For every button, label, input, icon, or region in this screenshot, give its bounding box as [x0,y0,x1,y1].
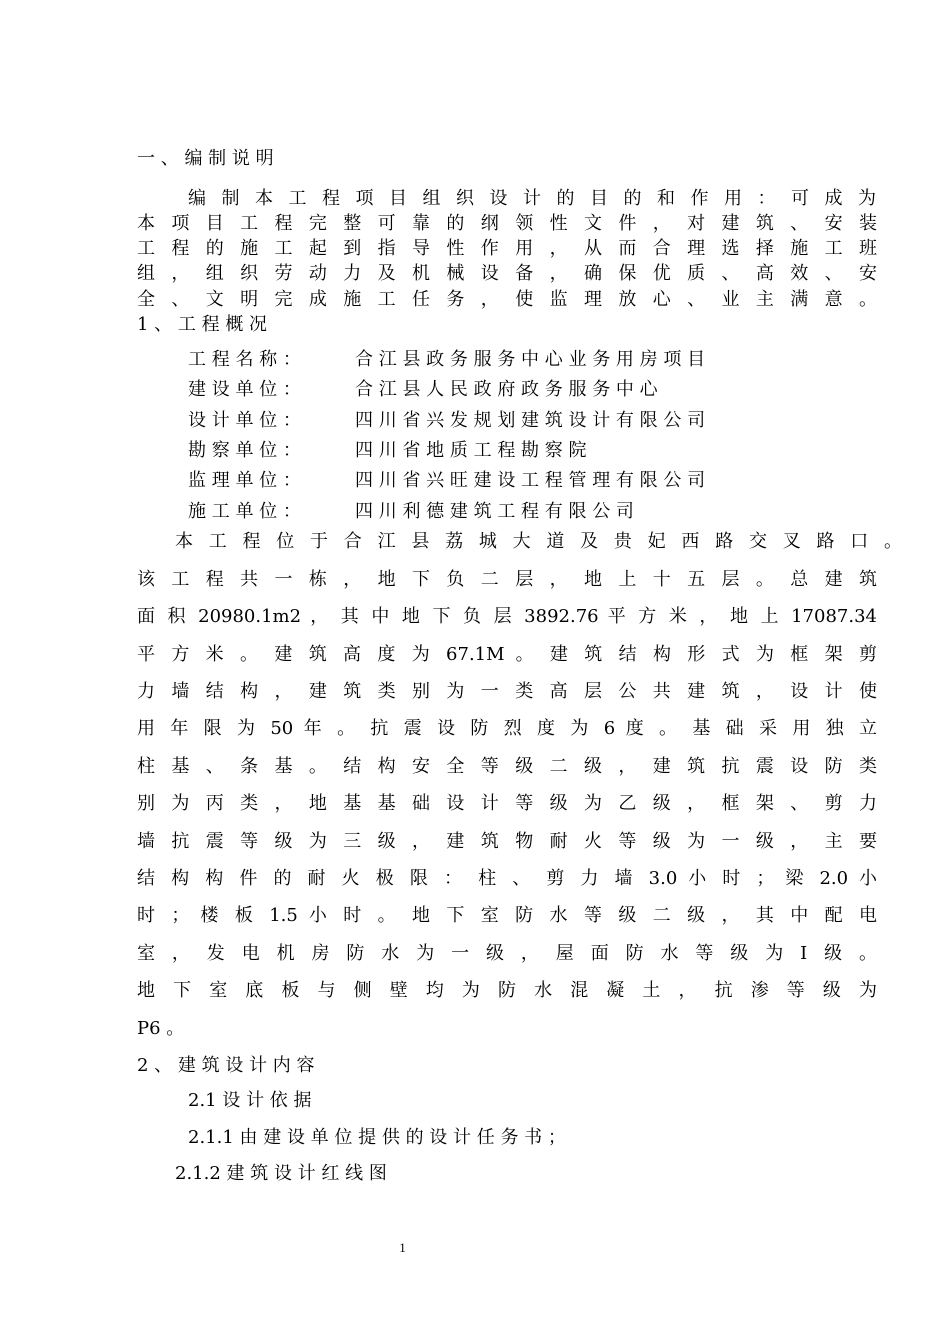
description-line: 平 方 米 。 建 筑 高 度 为 67.1M 。 建 筑 结 构 形 式 为 框 架 剪 [137,644,877,665]
basis-item: 2.1.2 建 筑 设 计 红 线 图 [175,1163,387,1184]
description-line: 时 ； 楼 板 1.5 小 时 。 地 下 室 防 水 等 级 二 级 ， 其 中 配 电 [137,905,877,926]
info-value: 四 川 利 德 建 筑 工 程 有 限 公 司 [355,501,634,522]
info-label: 建 设 单 位 ： [188,379,301,400]
description-line: 墙 抗 震 等 级 为 三 级 ， 建 筑 物 耐 火 等 级 为 一 级 ， 主 要 [137,831,877,852]
info-label: 勘 察 单 位 ： [188,440,301,461]
info-value: 合 江 县 人 民 政 府 政 务 服 务 中 心 [355,379,658,400]
description-line: P6 。 [137,1018,185,1039]
description-line: 柱 基 、 条 基 。 结 构 安 全 等 级 二 级 ， 建 筑 抗 震 设 防 类 [137,756,877,777]
section-heading-2: 2 、 建 筑 设 计 内 容 [137,1055,315,1076]
description-line: 结 构 构 件 的 耐 火 极 限 ： 柱 、 剪 力 墙 3.0 小 时 ； 梁 2.0 小 [137,868,877,889]
info-value: 四 川 省 地 质 工 程 勘 察 院 [355,440,587,461]
info-value: 合 江 县 政 务 服 务 中 心 业 务 用 房 项 目 [355,349,706,370]
description-line: 本 工 程 位 于 合 江 县 荔 城 大 道 及 贵 妃 西 路 交 叉 路 口 。 [175,531,902,552]
intro-line: 全 、 文 明 完 成 施 工 任 务 ， 使 监 理 放 心 、 业 主 满 意 。 [137,289,877,310]
intro-line: 本 项 目 工 程 完 整 可 靠 的 纲 领 性 文 件 ， 对 建 筑 、 安 装 [137,213,877,234]
description-line: 室 ， 发 电 机 房 防 水 为 一 级 ， 屋 面 防 水 等 级 为 Ⅰ 级 。 [137,943,877,964]
intro-line: 工 程 的 施 工 起 到 指 导 性 作 用 ， 从 而 合 理 选 择 施 工 班 [137,238,877,259]
info-label: 监 理 单 位 ： [188,470,301,491]
info-label: 施 工 单 位 ： [188,501,301,522]
info-value: 四 川 省 兴 旺 建 设 工 程 管 理 有 限 公 司 [355,470,706,491]
info-label: 设 计 单 位 ： [188,410,301,431]
info-label: 工 程 名 称 ： [188,349,301,370]
description-line: 用 年 限 为 50 年 。 抗 震 设 防 烈 度 为 6 度 。 基 础 采 用 独 立 [137,718,877,739]
section-heading-1: 一 、 编 制 说 明 [137,148,274,169]
intro-line: 编 制 本 工 程 项 目 组 织 设 计 的 目 的 和 作 用 ： 可 成 为 [188,188,876,209]
description-line: 地 下 室 底 板 与 侧 壁 均 为 防 水 混 凝 土 ， 抗 渗 等 级 为 [137,980,877,1001]
basis-item: 2.1.1 由 建 设 单 位 提 供 的 设 计 任 务 书 ； [188,1127,566,1148]
intro-line: 组 ， 组 织 劳 动 力 及 机 械 设 备 ， 确 保 优 质 、 高 效 、 安 [137,263,877,284]
overview-heading: 1 、 工 程 概 况 [137,314,268,335]
sub-heading: 2.1 设 计 依 据 [188,1090,312,1111]
description-line: 该 工 程 共 一 栋 ， 地 下 负 二 层 ， 地 上 十 五 层 。 总 建 筑 [137,569,877,590]
description-line: 面 积 20980.1m2 ， 其 中 地 下 负 层 3892.76 平 方 米 ， 地 上 17087.34 [137,606,877,627]
description-line: 别 为 丙 类 ， 地 基 基 础 设 计 等 级 为 乙 级 ， 框 架 、 剪 力 [137,793,877,814]
info-value: 四 川 省 兴 发 规 划 建 筑 设 计 有 限 公 司 [355,410,706,431]
page-number: 1 [399,1240,406,1255]
description-line: 力 墙 结 构 ， 建 筑 类 别 为 一 类 高 层 公 共 建 筑 ， 设 计 使 [137,681,877,702]
